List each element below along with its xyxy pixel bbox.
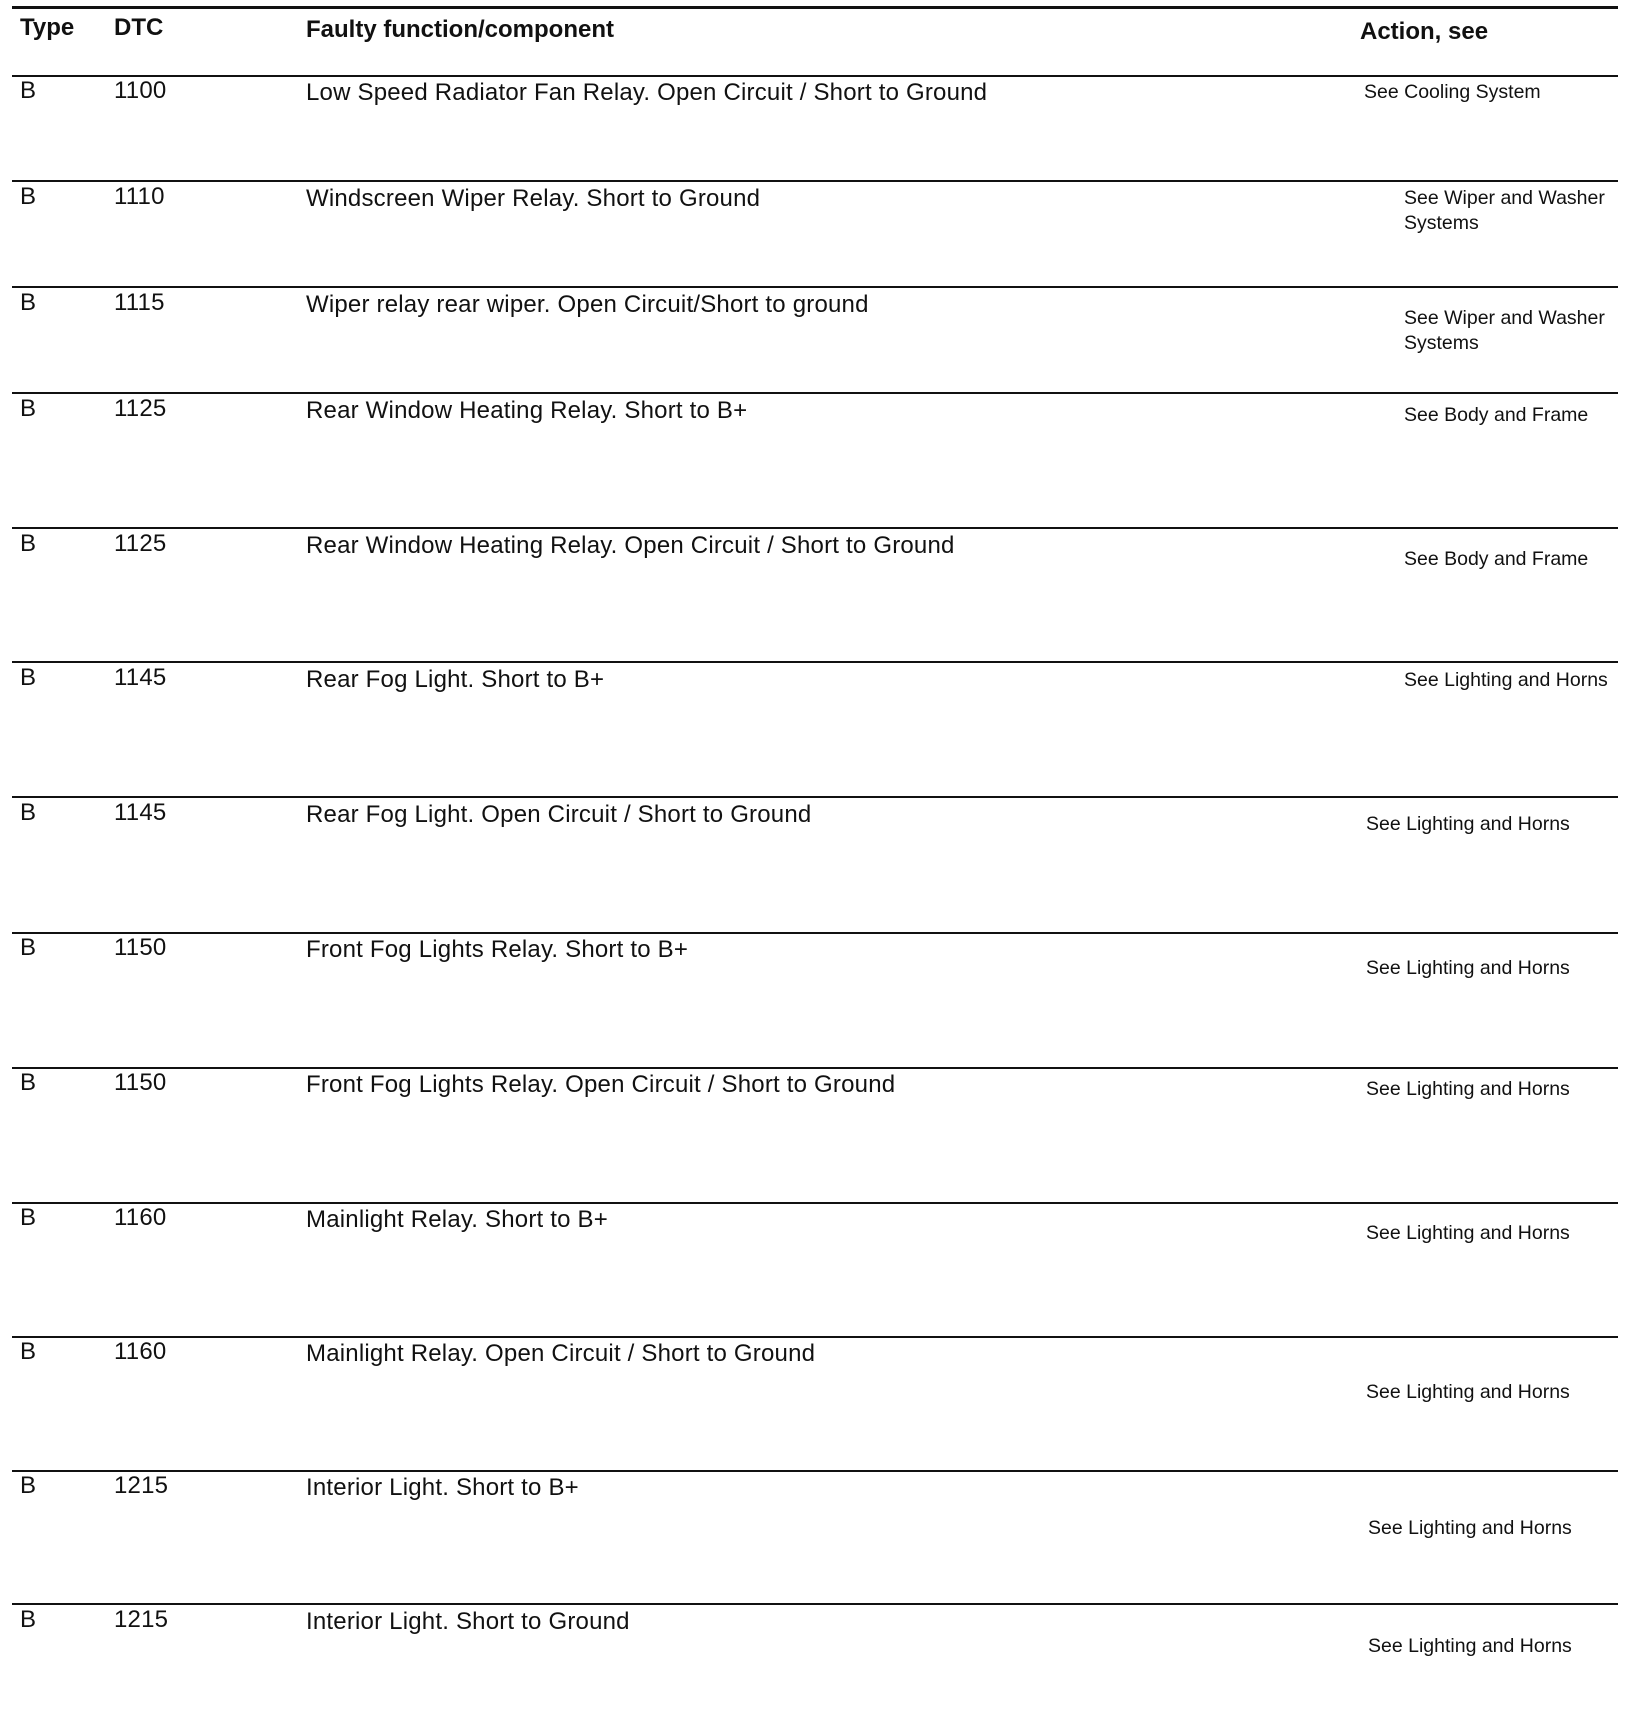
row-divider <box>12 392 1618 394</box>
row-action: See Cooling System <box>1364 81 1541 103</box>
row-type: B <box>20 395 37 422</box>
row-type: B <box>20 934 37 961</box>
row-action: See Wiper and Washer Systems <box>1404 307 1605 354</box>
row-divider <box>12 1336 1618 1338</box>
row-function: Front Fog Lights Relay. Open Circuit / Short to Ground <box>306 1071 896 1098</box>
row-function: Mainlight Relay. Open Circuit / Short to Ground <box>306 1340 816 1367</box>
row-action: See Lighting and Horns <box>1368 1635 1572 1657</box>
row-action: See Body and Frame <box>1404 404 1589 426</box>
table-top-rule <box>12 6 1618 9</box>
row-dtc: 1215 <box>114 1472 169 1499</box>
row-dtc: 1160 <box>114 1204 167 1231</box>
row-function: Windscreen Wiper Relay. Short to Ground <box>306 185 761 212</box>
row-type: B <box>20 183 37 210</box>
header-type: Type <box>20 14 75 41</box>
row-type: B <box>20 799 37 826</box>
row-dtc: 1215 <box>114 1606 169 1633</box>
row-divider <box>12 1202 1618 1204</box>
row-divider <box>12 75 1618 77</box>
row-function: Mainlight Relay. Short to B+ <box>306 1206 608 1233</box>
row-function: Low Speed Radiator Fan Relay. Open Circuit / Short to Ground <box>306 79 988 106</box>
row-divider <box>12 1470 1618 1472</box>
row-function: Interior Light. Short to Ground <box>306 1608 630 1635</box>
row-action: See Body and Frame <box>1404 548 1589 570</box>
row-dtc: 1145 <box>114 664 167 691</box>
row-dtc: 1150 <box>114 1069 167 1096</box>
row-action: See Lighting and Horns <box>1404 669 1608 691</box>
row-function: Rear Window Heating Relay. Open Circuit / Short to Ground <box>306 532 955 559</box>
row-divider <box>12 1067 1618 1069</box>
row-dtc: 1150 <box>114 934 167 961</box>
row-function: Rear Fog Light. Open Circuit / Short to Ground <box>306 801 812 828</box>
row-type: B <box>20 1606 37 1633</box>
row-dtc: 1100 <box>114 77 167 104</box>
row-type: B <box>20 664 37 691</box>
row-action: See Wiper and Washer Systems <box>1404 187 1605 234</box>
row-type: B <box>20 1472 37 1499</box>
row-action: See Lighting and Horns <box>1366 957 1570 979</box>
header-action: Action, see <box>1360 18 1489 45</box>
row-function: Rear Fog Light. Short to B+ <box>306 666 605 693</box>
row-function: Rear Window Heating Relay. Short to B+ <box>306 397 748 424</box>
row-divider <box>12 932 1618 934</box>
row-type: B <box>20 1069 37 1096</box>
row-function: Front Fog Lights Relay. Short to B+ <box>306 936 689 963</box>
row-divider <box>12 796 1618 798</box>
row-dtc: 1110 <box>114 183 165 210</box>
row-type: B <box>20 530 37 557</box>
row-type: B <box>20 1204 37 1231</box>
row-divider <box>12 661 1618 663</box>
row-action: See Lighting and Horns <box>1366 1078 1570 1100</box>
row-action: See Lighting and Horns <box>1366 813 1570 835</box>
row-action: See Lighting and Horns <box>1368 1517 1572 1539</box>
row-divider <box>12 180 1618 182</box>
row-dtc: 1125 <box>114 530 167 557</box>
row-type: B <box>20 1338 37 1365</box>
row-type: B <box>20 77 37 104</box>
header-function: Faulty function/component <box>306 16 614 43</box>
row-function: Wiper relay rear wiper. Open Circuit/Short to ground <box>306 291 869 318</box>
row-action: See Lighting and Horns <box>1366 1222 1570 1244</box>
header-dtc: DTC <box>114 14 164 41</box>
row-dtc: 1145 <box>114 799 167 826</box>
row-divider <box>12 1603 1618 1605</box>
row-dtc: 1160 <box>114 1338 167 1365</box>
row-dtc: 1115 <box>114 289 165 316</box>
row-function: Interior Light. Short to B+ <box>306 1474 579 1501</box>
row-type: B <box>20 289 37 316</box>
row-action: See Lighting and Horns <box>1366 1381 1570 1403</box>
row-dtc: 1125 <box>114 395 167 422</box>
row-divider <box>12 527 1618 529</box>
row-divider <box>12 286 1618 288</box>
